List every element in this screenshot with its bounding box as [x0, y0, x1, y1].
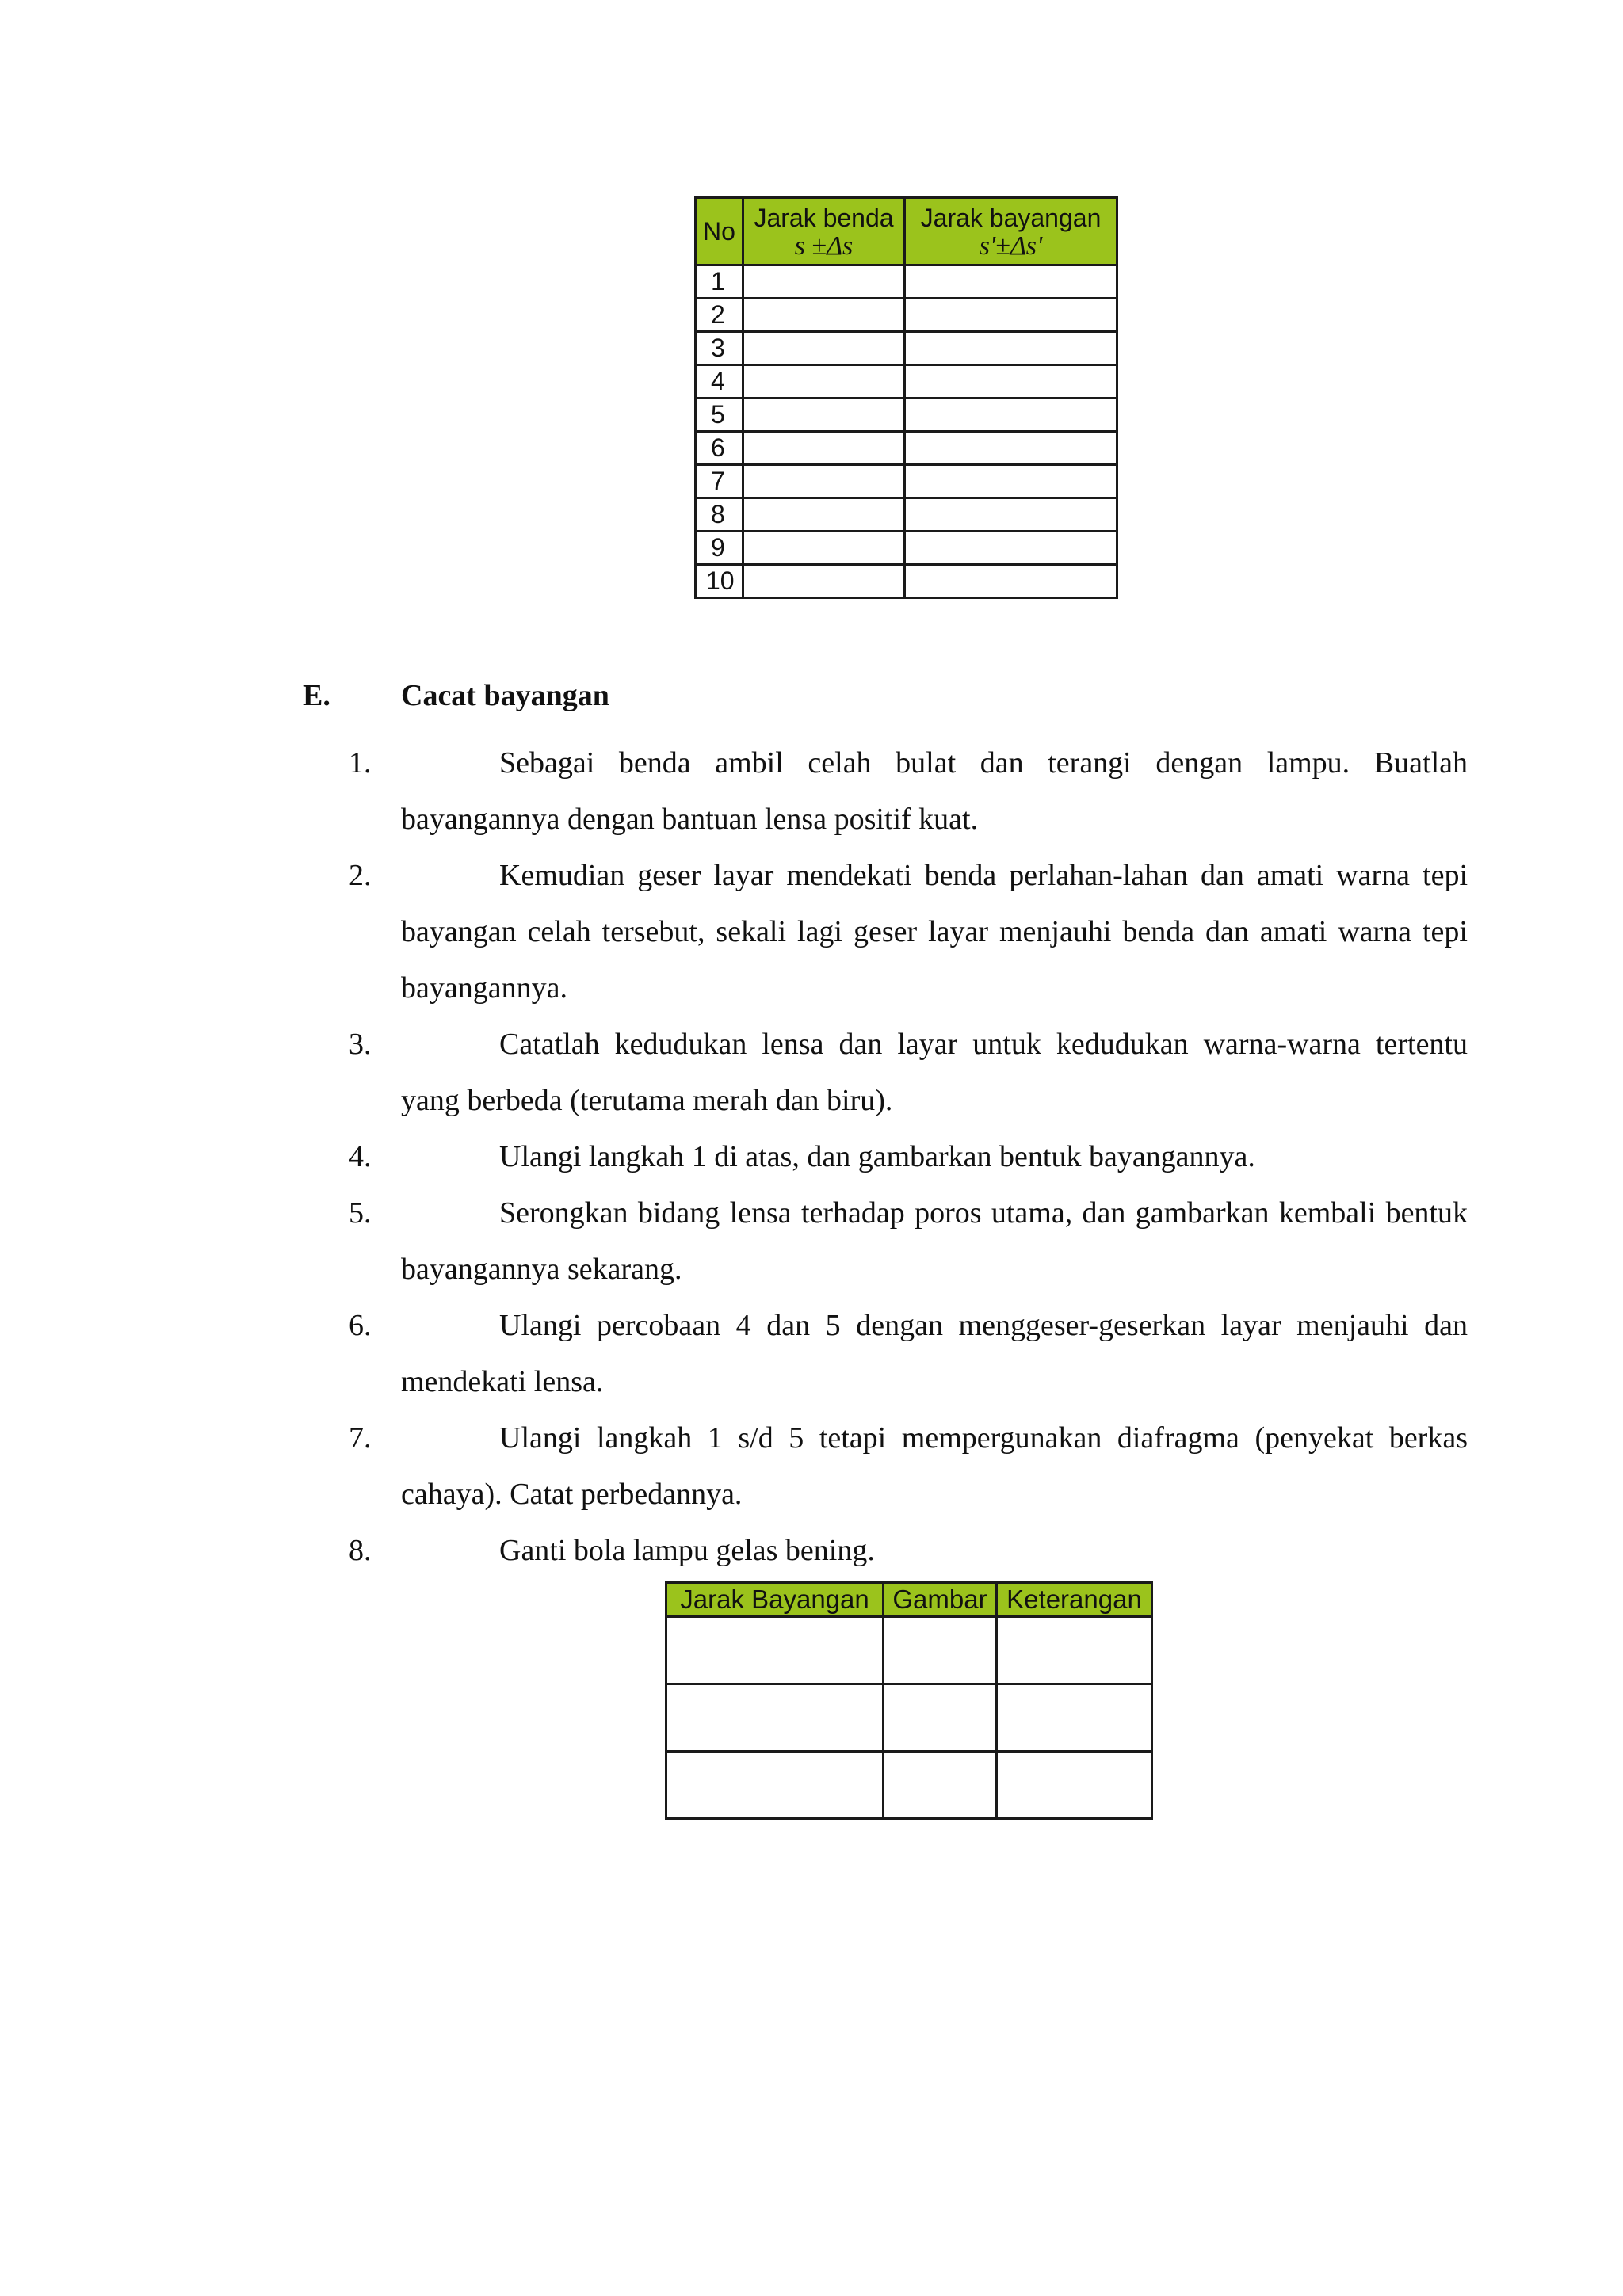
cell-jarak-benda[interactable]: [743, 265, 905, 299]
list-item-text: Ulangi percobaan 4 dan 5 dengan menggeser-geserkan layar menjauhi dan mendekati lensa.: [401, 1309, 1468, 1398]
table-row: [666, 1617, 1152, 1684]
row-number: 3: [696, 332, 743, 365]
header-jarak-bayangan-label: Jarak bayangan: [920, 204, 1102, 232]
section-title: Cacat bayangan: [401, 679, 609, 712]
cell-jarak-bayangan[interactable]: [666, 1752, 884, 1819]
cell-jarak-bayangan[interactable]: [905, 432, 1117, 465]
list-item: [0, 1523, 1623, 1579]
table-row: [696, 532, 1117, 565]
cell-keterangan[interactable]: [997, 1684, 1152, 1752]
cell-jarak-bayangan[interactable]: [905, 532, 1117, 565]
cell-jarak-bayangan[interactable]: [905, 465, 1117, 498]
row-number: 5: [696, 399, 743, 432]
cell-jarak-benda[interactable]: [743, 532, 905, 565]
table-header-row: [696, 198, 1117, 265]
row-number: 2: [696, 299, 743, 332]
list-item-number: 8.: [349, 1534, 372, 1567]
list-item-text: Ulangi langkah 1 di atas, dan gambarkan bentuk bayangannya.: [499, 1140, 1255, 1173]
cell-jarak-benda[interactable]: [743, 299, 905, 332]
table-row: [696, 299, 1117, 332]
list-item-number: 1.: [349, 746, 372, 780]
cell-gambar[interactable]: [884, 1617, 997, 1684]
cell-jarak-benda[interactable]: [743, 432, 905, 465]
row-number: 8: [696, 498, 743, 532]
cell-jarak-bayangan[interactable]: [905, 299, 1117, 332]
row-number: 4: [696, 365, 743, 399]
cell-jarak-bayangan[interactable]: [666, 1617, 884, 1684]
list-item: [0, 1298, 1623, 1410]
cell-keterangan[interactable]: [997, 1752, 1152, 1819]
row-number: 9: [696, 532, 743, 565]
list-item: [0, 1129, 1623, 1185]
table-row: [696, 365, 1117, 399]
cell-jarak-benda[interactable]: [743, 465, 905, 498]
cell-jarak-bayangan[interactable]: [905, 399, 1117, 432]
header-jarak-benda-label: Jarak benda: [754, 204, 894, 232]
table-row: [666, 1752, 1152, 1819]
cell-jarak-bayangan[interactable]: [905, 265, 1117, 299]
header-jarak-bayangan: Jarak Bayangan: [666, 1583, 884, 1617]
list-item: [0, 1185, 1623, 1298]
cell-jarak-benda[interactable]: [743, 498, 905, 532]
cell-jarak-benda[interactable]: [743, 565, 905, 598]
table-row: [696, 332, 1117, 365]
table-row: [666, 1684, 1152, 1752]
row-number: 1: [696, 265, 743, 299]
list-item-number: 5.: [349, 1196, 372, 1230]
header-no: No: [696, 198, 743, 265]
header-jarak-bayangan: [905, 198, 1117, 265]
row-number: 10: [696, 565, 743, 598]
list-item-text: Sebagai benda ambil celah bulat dan terangi dengan lampu. Buatlah bayangannya dengan bantuan lensa positif kuat.: [401, 746, 1468, 836]
list-item-text: Ganti bola lampu gelas bening.: [499, 1534, 875, 1567]
table-row: [696, 465, 1117, 498]
cell-jarak-benda[interactable]: [743, 332, 905, 365]
list-item-number: 2.: [349, 859, 372, 892]
list-item-number: 4.: [349, 1140, 372, 1173]
cell-jarak-bayangan[interactable]: [905, 365, 1117, 399]
list-item-number: 7.: [349, 1421, 372, 1455]
list-item-text: Ulangi langkah 1 s/d 5 tetapi mempergunakan diafragma (penyekat berkas cahaya). Catat perbedannya.: [401, 1421, 1468, 1511]
list-item: [0, 735, 1623, 848]
cell-gambar[interactable]: [884, 1684, 997, 1752]
list-item-text: Kemudian geser layar mendekati benda perlahan-lahan dan amati warna tepi bayangan celah tersebut, sekali lagi geser layar menjauhi benda dan amati warna tepi bayangannya.: [401, 859, 1468, 1005]
list-item-number: 3.: [349, 1028, 372, 1061]
row-number: 7: [696, 465, 743, 498]
cell-jarak-bayangan[interactable]: [905, 332, 1117, 365]
cell-jarak-bayangan[interactable]: [905, 565, 1117, 598]
cell-jarak-benda[interactable]: [743, 399, 905, 432]
header-gambar: Gambar: [884, 1583, 997, 1617]
table-row: [696, 265, 1117, 299]
row-number: 6: [696, 432, 743, 465]
list-item-text: Serongkan bidang lensa terhadap poros utama, dan gambarkan kembali bentuk bayangannya sekarang.: [401, 1196, 1468, 1286]
list-item: [0, 1410, 1623, 1523]
header-jarak-benda: [743, 198, 905, 265]
table-header-row: [666, 1583, 1152, 1617]
list-item: [0, 848, 1623, 1016]
cell-keterangan[interactable]: [997, 1617, 1152, 1684]
table-row: [696, 399, 1117, 432]
cell-jarak-benda[interactable]: [743, 365, 905, 399]
header-keterangan: Keterangan: [997, 1583, 1152, 1617]
table-row: [696, 565, 1117, 598]
header-jarak-benda-formula: s ±Δs: [794, 231, 854, 261]
section-letter: E.: [303, 679, 330, 712]
table-row: [696, 498, 1117, 532]
cell-jarak-bayangan[interactable]: [666, 1684, 884, 1752]
table-row: [696, 432, 1117, 465]
list-item-text: Catatlah kedudukan lensa dan layar untuk kedudukan warna-warna tertentu yang berbeda (terutama merah dan biru).: [401, 1028, 1468, 1117]
distance-table: [694, 196, 1118, 599]
list-item: [0, 1016, 1623, 1129]
cell-gambar[interactable]: [884, 1752, 997, 1819]
header-jarak-bayangan-formula: s'±Δs': [979, 231, 1043, 261]
list-item-number: 6.: [349, 1309, 372, 1342]
procedure-list: [0, 735, 1623, 1579]
aberration-table: [665, 1581, 1153, 1820]
cell-jarak-bayangan[interactable]: [905, 498, 1117, 532]
